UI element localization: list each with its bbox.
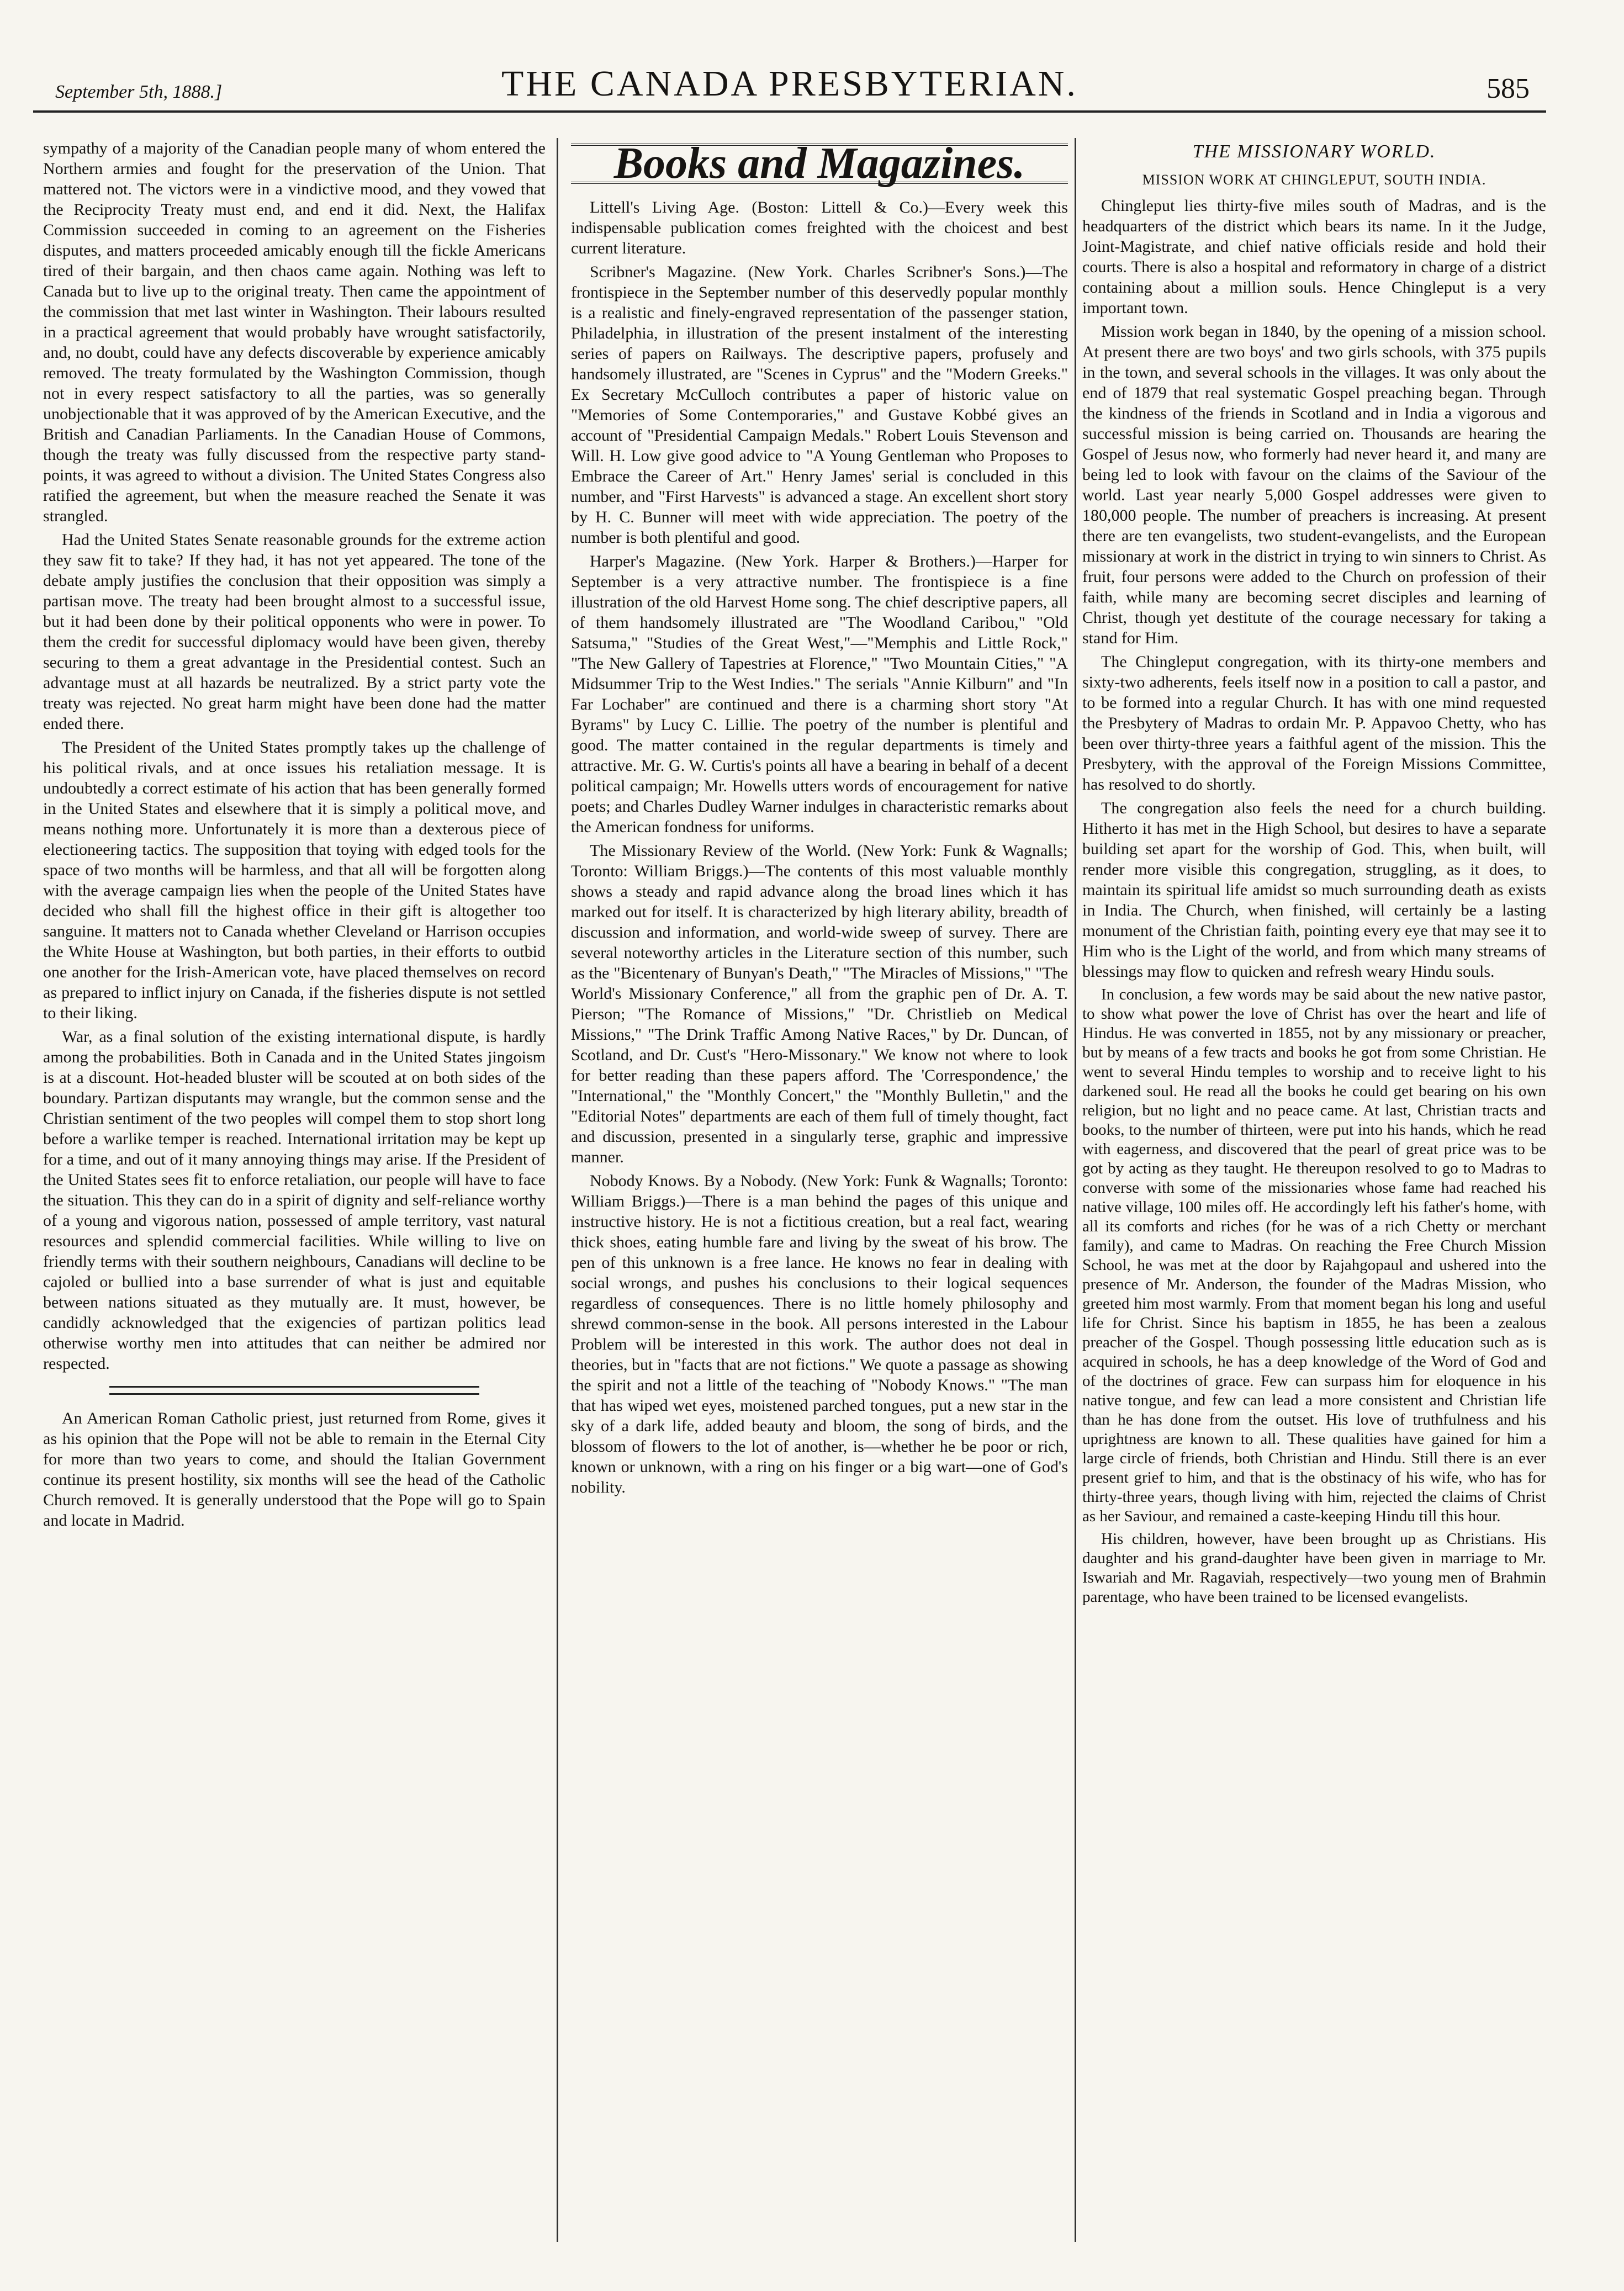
column-rule-right xyxy=(1075,138,1076,2242)
review-paragraph: Harper's Magazine. (New York. Harper & Brothers.)—Harper for September is a very attractive number. The frontispiece is a fine illustration of the old Harvest Home song. The chief descriptive papers, all of them handsomely illustrated are "The Woodland Caribou," "Old Satsuma," "Studies of the Great West,"—"Memphis and Little Rock," "The New Gallery of Tapestries at Florence," "Two Mountain Cities," "A Midsummer Trip to the West Indies." The serials "Annie Kilburn" and "In Far Lochaber" are continued and there is a charming short story "At Byrams" by Lucy C. Lillie. The poetry of the number is plentiful and good. The matter contained in the regular departments is timely and attractive. Mr. G. W. Curtis's points all have a bearing in behalf of a decent political campaign; Mr. Howells utters words of encouragement for native poets; and Charles Dudley Warner indulges in characteristic remarks about the American fondness for uniforms. xyxy=(571,552,1068,836)
masthead xyxy=(33,44,1546,113)
section-divider xyxy=(109,1386,479,1395)
news-note-paragraph: An American Roman Catholic priest, just returned from Rome, gives it as his opinion that the Pope will not be able to remain in the Eternal City for more than two years to come, and should the Italian Government continue its present hostility, six months will see the head of the Catholic Church removed. It is generally understood that the Pope will go to Spain and locate in Madrid. xyxy=(43,1409,546,1530)
column-books-magazines xyxy=(571,138,1068,2236)
editorial-paragraph: sympathy of a majority of the Canadian people many of whom entered the Northern armies and fought for the preservation of the Union. That mattered not. The victors were in a vindictive mood, and they vowed that the Reciprocity Treaty must end, and end it did. Next, the Halifax Commission succeeded in coming to an agreement on the Fisheries disputes, and matters proceeded amicably enough till the fickle Americans tired of their bargain, and then chaos came again. Nothing was left to Canada but to live up to the original treaty. Then came the appointment of the commission that met last winter in Washington. Their labours resulted in a practical agreement that would probably have wrought satisfactorily, and, no doubt, could have any defects discoverable by experience amicably removed. The treaty formulated by the Washington Commission, though not in every respect satisfactory to all the parties, was so generally unobjectionable that it was approved of by the American Executive, and the British and Canadian Parliaments. In the Canadian House of Commons, though the treaty was fully discussed from the respective party stand-points, it was agreed to without a division. The United States Congress also ratified the agreement, but when the measure reached the Senate it was strangled. xyxy=(43,139,546,525)
issue-date: September 5th, 1888.] xyxy=(55,82,223,102)
missionary-world-heading: THE MISSIONARY WORLD. xyxy=(1192,141,1436,162)
newspaper-title: THE CANADA PRESBYTERIAN. xyxy=(501,64,1078,104)
column-rule-left xyxy=(557,138,558,2242)
editorial-paragraph: The President of the United States promptly takes up the challenge of his political rivals, and at once issues his retaliation message. It is undoubtedly a correct estimate of his action that has been generally formed in the United States and elsewhere that it is simply a political move, and means nothing more. Unfortunately it is more than a dexterous piece of electioneering tactics. The supposition that toying with edged tools for the space of two months will be harmless, and that all will be forgotten along with the average campaign lies when the people of the United States have decided who shall fill the highest office in their gift is altogether too sanguine. It matters not to Canada whether Cleveland or Harrison occupies the White House at Washington, but both parties, in their efforts to outbid one another for the Irish-American vote, have placed themselves on record as prepared to inflict injury on Canada, if the fisheries dispute is not settled to their liking. xyxy=(43,738,546,1022)
mission-paragraph: Mission work began in 1840, by the opening of a mission school. At present there are two boys' and two girls schools, with 375 pupils in the town, and several schools in the villages. It was only about the end of 1879 that real systematic Gospel preaching began. Through the kindness of the friends in Scotland and in India a vigorous and successful mission is being carried on. Thousands are hearing the Gospel of Jesus now, who formerly had never heard it, and many are being led to look with favour on the claims of the Saviour of the world. Last year nearly 5,000 Gospel addresses were given to 180,000 people. The number of preachers is increasing. At present there are ten evangelists, two student-evangelists, and the European missionary at work in the district in trying to win sinners to Christ. As fruit, four persons were added to the Church on profession of their faith, while many are becoming secret disciples and learning of Christ, though yet destitute of the courage necessary for taking a stand for Him. xyxy=(1082,322,1546,647)
column-editorial xyxy=(43,138,546,2236)
page-number: 585 xyxy=(1487,73,1530,104)
review-paragraph: Littell's Living Age. (Boston: Littell & Co.)—Every week this indispensable publication comes freighted with the choicest and best current literature. xyxy=(571,198,1068,257)
editorial-paragraph: War, as a final solution of the existing international dispute, is hardly among the probabilities. Both in Canada and in the United States jingoism is at a discount. Hot-headed bluster will be scouted at on both sides of the boundary. Partizan disputants may wrangle, but the common sense and the Christian sentiment of the two peoples will compel them to stop short long before a warlike temper is reached. International irritation may be kept up for a time, and out of it many annoying things may arise. If the President of the United States sees fit to enforce retaliation, our people will have to face the situation. This they can do in a spirit of dignity and self-reliance worthy of a young and vigorous nation, possessed of ample territory, vast natural resources and splendid commercial facilities. While willing to live on friendly terms with their southern neighbours, Canadians will decline to be cajoled or bullied into a base surrender of what is just and equitable between nations situated as they mutually are. It must, however, be candidly acknowledged that the exigencies of partizan politics lead otherwise worthy men into attitudes that can neither be admired nor respected. xyxy=(43,1028,546,1373)
mission-paragraph: The congregation also feels the need for a church building. Hitherto it has met in the High School, but desires to have a separate building set apart for the worship of God. This, when built, will render more visible this congregation, struggling, as it does, to maintain its spiritual life amidst so much surrounding death as exists in India. The Church, when finished, will certainly be a lasting monument of the Christian faith, pointing every eye that may see it to Him who is the Light of the world, and from which many streams of blessings may flow to quicken and refresh weary Hindu souls. xyxy=(1082,799,1546,981)
editorial-paragraph: Had the United States Senate reasonable grounds for the extreme action they saw fit to take? If they had, it has not yet appeared. The tone of the debate amply justifies the conclusion that their opposition was simply a partisan move. The treaty had been brought almost to a successful issue, but it had been done by their political opponents who were in power. To them the credit for successful diplomacy would have been given, thereby securing to them a great advantage in the Presidential contest. Such an advantage must at all hazards be neutralized. By a strict party vote the treaty was rejected. No great harm might have been done had the matter ended there. xyxy=(43,531,546,733)
article-subtitle: MISSION WORK AT CHINGLEPUT, SOUTH INDIA. xyxy=(1142,172,1487,188)
review-paragraph: Scribner's Magazine. (New York. Charles Scribner's Sons.)—The frontispiece in the September number of this deservedly popular monthly is a realistic and finely-engraved representation of the passenger station, Philadelphia, in illustration of the present instalment of the interesting series of papers on Railways. The descriptive papers, profusely and handsomely illustrated, are "Scenes in Cyprus" and the "Modern Greeks." Ex Secretary McCulloch contributes a paper of historic value on "Memories of Some Contemporaries," and Gustave Kobbé gives an account of "Presidential Campaign Medals." Robert Louis Stevenson and Will. H. Low give good advice to "A Young Gentleman who Proposes to Embrace the Career of Art." Henry James' serial is concluded in this number, and "First Harvests" is advanced a stage. An excellent short story by H. C. Bunner will meet with wide appreciation. The poetry of the number is both plentiful and good. xyxy=(571,263,1068,547)
review-paragraph: The Missionary Review of the World. (New York: Funk & Wagnalls; Toronto: William Briggs.)—The contents of this most valuable monthly shows a steady and rapid advance along the broad lines which it has marked out for itself. It is characterized by high literary ability, breadth of discussion and information, and world-wide sweep of survey. There are several noteworthy articles in the Literature section of this number, such as the "Bicentenary of Bunyan's Death," "The Miracles of Missions," "The World's Missionary Conference," all from the graphic pen of Dr. A. T. Pierson; "The Romance of Missions," "Dr. Christlieb on Medical Missions," "The Drink Traffic Among Native Races," by Dr. Duncan, of Scotland, and Dr. Cust's "Hero-Missonary." We know not where to look for better reading than these papers afford. The 'Correspondence,' the "International," the "Monthly Concert," the "Monthly Bulletin," and the "Editorial Notes" departments are each of them full of timely thought, fact and discussion, presented in a singularly terse, graphic and impressive manner. xyxy=(571,842,1068,1166)
mission-paragraph: Chingleput lies thirty-five miles south of Madras, and is the headquarters of the district which bears its name. In it the Judge, Joint-Magistrate, and chief native officials reside and hold their courts. There is also a hospital and reformatory in charge of a district containing about a million souls. Hence Chingleput is a very important town. xyxy=(1082,197,1546,317)
mission-paragraph: In conclusion, a few words may be said about the new native pastor, to show what power the love of Christ has over the heart and life of Hindus. He was converted in 1855, not by any missionary or preacher, but by means of a few tracts and books he got from some Christian. He went to several Hindu temples to worship and to receive light to his darkened soul. He read all the books he could get bearing on his own religion, but no light and no peace came. At last, Christian tracts and books, to the number of thirteen, were put into his hands, which he read with eagerness, and discovered that the pearl of great price was to be got by acting as they taught. He thereupon resolved to go to Madras to converse with some of the missionaries whose fame had reached his native village, 100 miles off. He accordingly left his father's home, with all its comforts and riches (for he was of a rich Chetty or merchant family), and came to Madras. On reaching the Free Church Mission School, he was met at the door by Rajahgopaul and ushered into the presence of Mr. Anderson, the founder of the Madras Mission, who greeted him most warmly. From that moment began his long and useful life for Christ. Since his baptism in 1855, he has been a zealous preacher of the Gospel. Though possessing little education such as is acquired in schools, he has a deep knowledge of the Word of God and of the doctrines of grace. Few can surpass him for eloquence in his native tongue, and few can lead a more consistent and Christian life than he has done from the outset. His love of truthfulness and his uprightness are known to all. These qualities have gained for him a large circle of friends, both Christian and Hindu. Still there is an ever present grief to him, and that is the obstinacy of his wife, who has for thirty-three years, though living with him, rejected the claims of Christ as her Saviour, and remained a caste-keeping Hindu till this hour. xyxy=(1082,986,1546,1525)
books-magazines-heading: Books and Magazines. xyxy=(571,144,1068,184)
mission-paragraph: The Chingleput congregation, with its thirty-one members and sixty-two adherents, feels itself now in a position to call a pastor, and to be formed into a regular Church. It has with one mind requested the Presbytery of Madras to ordain Mr. P. Appavoo Chetty, who has been over thirty-three years a faithful agent of the mission. This the Presbytery, with the approval of the Foreign Missions Committee, has resolved to do shortly. xyxy=(1082,653,1546,793)
column-missionary-world xyxy=(1082,138,1546,2236)
mission-paragraph: His children, however, have been brought up as Christians. His daughter and his grand-daughter have been given in marriage to Mr. Iswariah and Mr. Ragaviah, respectively—two young men of Brahmin parentage, who have been trained to be licensed evangelists. xyxy=(1082,1530,1546,1606)
review-paragraph: Nobody Knows. By a Nobody. (New York: Funk & Wagnalls; Toronto: William Briggs.)—There is a man behind the pages of this unique and instructive history. He is not a fictitious creation, but a real fact, wearing thick shoes, eating humble fare and living by the sweat of his brow. The pen of this unknown is a free lance. He knows no fear in dealing with social wrongs, and pushes his conclusions to their logical sequences regardless of consequences. There is no little homely philosophy and shrewd common-sense in the book. All persons interested in the Labour Problem will be interested in this work. The author does not deal in theories, but in "facts that are not fictions." We quote a passage as showing the spirit and not a little of the teaching of "Nobody Knows." "The man that has wiped wet eyes, moistened parched tongues, put a new star in the sky of a dark life, added beauty and bloom, the song of birds, and the blossom of flowers to the lot of another, is—whether he be poor or rich, known or unknown, with a ring on his finger or a big wart—one of God's nobility. xyxy=(571,1172,1068,1496)
